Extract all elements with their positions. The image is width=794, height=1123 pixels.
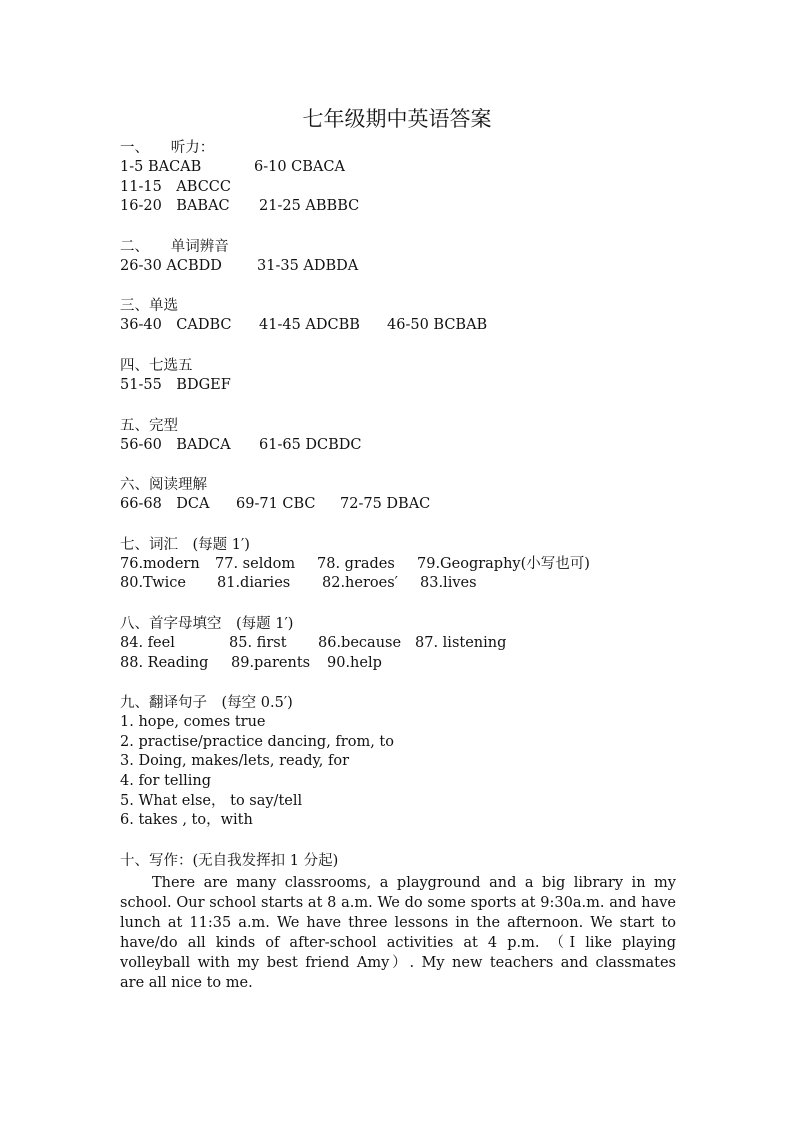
answer-item: 78. grades: [317, 555, 395, 572]
answer-item: 77. seldom: [215, 555, 296, 572]
initial-letter-row-2: [120, 654, 676, 674]
answer-range: 51-55 BDGEF: [120, 376, 231, 393]
listening-row-1: [120, 158, 676, 178]
answer-range: 41-45 ADCBB: [259, 317, 360, 334]
answer-range: 6-10 CBACA: [254, 159, 345, 175]
answer-range: 1-5 BACAB: [120, 159, 202, 175]
essay-line-text: There are many classrooms, a playground and a big library in my: [152, 874, 676, 891]
vocabulary-row-1: [120, 555, 676, 575]
answer-range: 16-20 BABAC: [120, 198, 230, 215]
pronunciation-row-1: [120, 257, 676, 277]
reading-row-1: [120, 495, 676, 515]
answer-item: 79.Geography(小写也可): [417, 555, 590, 572]
seven-five-row-1: [120, 376, 676, 396]
answer-item: 85. first: [229, 634, 287, 651]
essay-line: lunch at 11:35 a.m. We have three lessons in the afternoon. We start to: [120, 914, 676, 931]
answer-range: 31-35 ADBDA: [257, 257, 359, 274]
essay-line: have/do all kinds of after-school activities at 4 p.m. （I like playing: [120, 934, 676, 951]
listening-row-3: [120, 197, 676, 217]
section-single-choice-heading: 三、单选: [120, 298, 178, 315]
answer-range: 26-30 ACBDD: [120, 257, 222, 274]
cloze-row-1: [120, 436, 676, 456]
answer-content: [120, 138, 676, 993]
answer-range: 56-60 BADCA: [120, 436, 231, 453]
section-vocabulary-heading: 七、词汇 (每题 1′): [120, 536, 250, 553]
answer-item: 80.Twice: [120, 575, 186, 592]
initial-letter-row-1: [120, 634, 676, 654]
answer-item: 88. Reading: [120, 654, 209, 671]
answer-range: 46-50 BCBAB: [387, 317, 488, 334]
section-pronunciation-heading: 二、 单词辨音: [120, 238, 229, 255]
vocabulary-row-2: [120, 574, 676, 594]
essay-line: [120, 873, 676, 893]
translation-item: 2. practise/practice dancing, from, to: [120, 733, 394, 750]
essay-line: school. Our school starts at 8 a.m. We do some sports at 9:30a.m. and have: [120, 894, 676, 911]
section-listening-heading: 一、 听力：: [120, 140, 215, 156]
answer-item: 83.lives: [420, 575, 477, 592]
page-title: 七年级期中英语答案: [302, 107, 492, 131]
answer-item: 81.diaries: [217, 575, 291, 592]
answer-range: 36-40 CADBC: [120, 317, 232, 334]
answer-range: 66-68 DCA: [120, 496, 210, 513]
translation-item: 5. What else， to say/tell: [120, 792, 303, 809]
answer-item: 89.parents: [231, 654, 311, 671]
answer-range: 61-65 DCBDC: [259, 436, 362, 453]
translation-item: 4. for telling: [120, 772, 212, 789]
listening-row-2: [120, 178, 676, 198]
answer-item: 82.heroes′: [322, 575, 398, 592]
answer-item: 76.modern: [120, 555, 200, 572]
section-initial-letter-heading: 八、首字母填空 (每题 1′): [120, 615, 294, 632]
answer-item: 87. listening: [415, 634, 507, 651]
answer-range: 11-15 ABCCC: [120, 178, 231, 195]
answer-item: 90.help: [327, 654, 382, 671]
essay-line: are all nice to me.: [120, 974, 253, 991]
section-cloze-heading: 五、完型: [120, 417, 178, 434]
answer-range: 69-71 CBC: [236, 496, 316, 513]
translation-item: 1. hope, comes true: [120, 714, 266, 731]
sample-essay: [120, 873, 676, 993]
answer-item: 84. feel: [120, 634, 175, 651]
section-translation-heading: 九、翻译句子 (每空 0.5′): [120, 695, 293, 712]
section-reading-heading: 六、阅读理解: [120, 477, 207, 494]
answer-range: 72-75 DBAC: [340, 496, 431, 513]
answer-range: 21-25 ABBBC: [259, 198, 360, 215]
essay-line: volleyball with my best friend Amy）. My new teachers and classmates: [120, 954, 676, 971]
single-choice-row-1: [120, 316, 676, 336]
section-seven-five-heading: 四、七选五: [120, 357, 193, 374]
answer-item: 86.because: [318, 634, 402, 651]
translation-item: 3. Doing, makes/lets, ready, for: [120, 753, 350, 770]
section-writing-heading: 十、写作：(无自我发挥扣 1 分起): [120, 852, 339, 869]
translation-item: 6. takes , to，with: [120, 812, 253, 829]
